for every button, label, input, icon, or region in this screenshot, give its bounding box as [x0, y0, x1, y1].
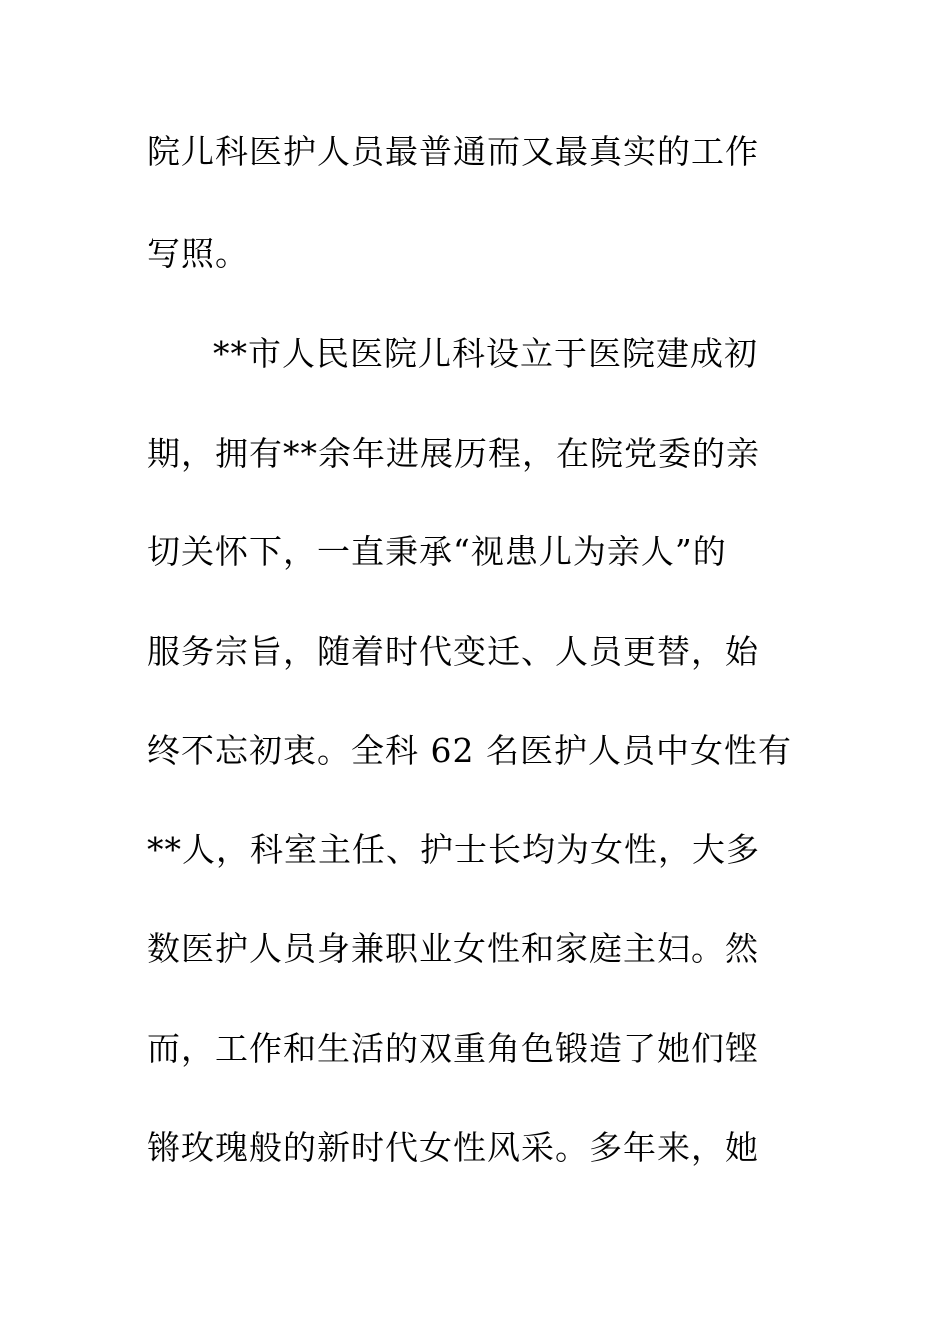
paragraph-first-line: **市人民医院儿科设立于医院建成初 [213, 334, 758, 373]
text-line-1: 院儿科医护人员最普通而又最真实的工作 [147, 132, 759, 171]
text-line-10: 而，工作和生活的双重角色锻造了她们铿 [147, 1029, 759, 1068]
text-line-2: 写照。 [147, 234, 249, 273]
text-line-4: 期，拥有**余年进展历程，在院党委的亲 [147, 434, 760, 473]
text-line-5: 切关怀下，一直秉承“视患儿为亲人”的 [147, 532, 727, 571]
text-line-8: **人，科室主任、护士长均为女性，大多 [147, 830, 760, 869]
text-line-9: 数医护人员身兼职业女性和家庭主妇。然 [147, 929, 759, 968]
text-line-7: 终不忘初衷。全科 62 名医护人员中女性有 [147, 731, 792, 770]
text-line-11: 锵玫瑰般的新时代女性风采。多年来，她 [147, 1128, 759, 1167]
text-line-6: 服务宗旨，随着时代变迁、人员更替，始 [147, 632, 759, 671]
